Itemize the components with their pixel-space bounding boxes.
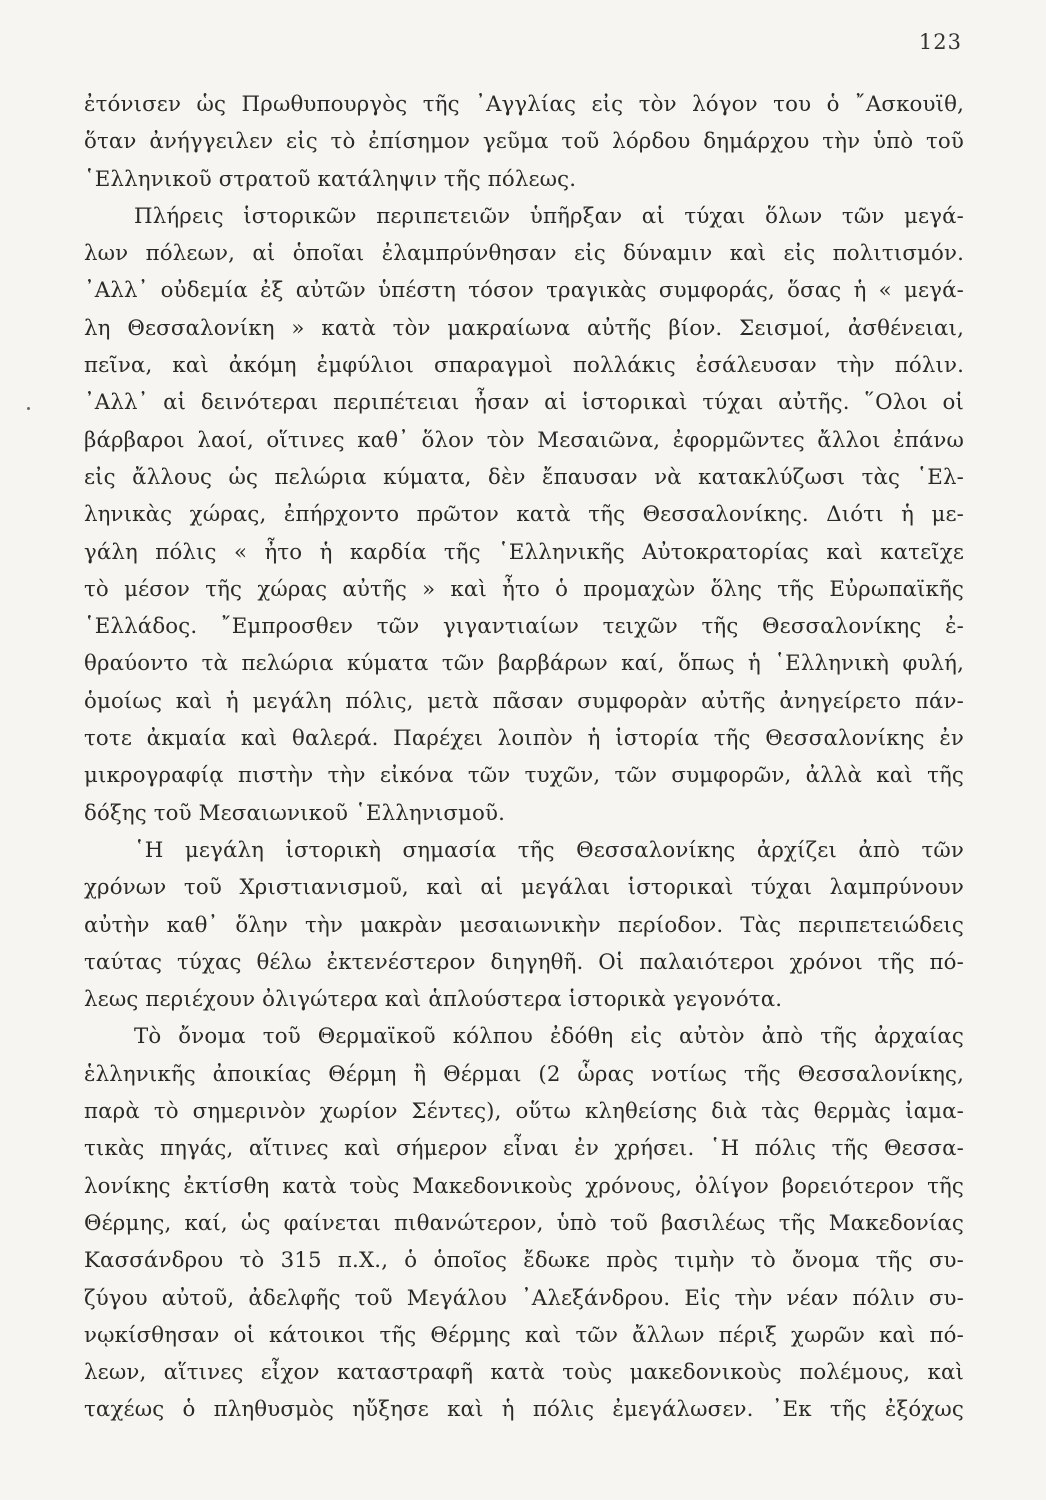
text-line: μικρογραφίᾳ πιστὴν τὴν εἰκόνα τῶν τυχῶν, τῶν συμφορῶν, ἀλλὰ καὶ τῆς bbox=[84, 763, 964, 789]
text-line: ῾Ελληνικοῦ στρατοῦ κατάληψιν τῆς πόλεως. bbox=[84, 166, 577, 192]
text-line: ὁμοίως καὶ ἡ μεγάλη πόλις, μετὰ πᾶσαν συμφορὰν αὐτῆς ἀνηγείρετο πάν- bbox=[84, 688, 964, 714]
text-line: λονίκης ἐκτίσθη κατὰ τοὺς Μακεδονικοὺς χρόνους, ὀλίγον βορειότερον τῆς bbox=[84, 1173, 964, 1199]
text-line: ταύτας τύχας θέλω ἐκτενέστερον διηγηθῆ. Οἱ παλαιότεροι χρόνοι τῆς πό- bbox=[84, 949, 964, 975]
text-line: ὅταν ἀνήγγειλεν εἰς τὸ ἐπίσημον γεῦμα τοῦ λόρδου δημάρχου τὴν ὑπὸ τοῦ bbox=[84, 129, 964, 155]
text-line: τοτε ἀκμαία καὶ θαλερά. Παρέχει λοιπὸν ἡ ἱστορία τῆς Θεσσαλονίκης ἐν bbox=[84, 726, 964, 752]
text-line: Πλήρεις ἱστορικῶν περιπετειῶν ὑπῆρξαν αἱ τύχαι ὅλων τῶν μεγά- bbox=[134, 203, 964, 229]
text-line: λεων, αἵτινες εἶχον καταστραφῆ κατὰ τοὺς μακεδονικοὺς πολέμους, καὶ bbox=[84, 1360, 964, 1386]
text-line: ῾Ελλάδος. ῎Εμπροσθεν τῶν γιγαντιαίων τειχῶν τῆς Θεσσαλονίκης ἐ- bbox=[84, 614, 964, 640]
text-line: Κασσάνδρου τὸ 315 π.Χ., ὁ ὁποῖος ἔδωκε πρὸς τιμὴν τὸ ὄνομα τῆς συ- bbox=[84, 1248, 964, 1274]
text-line: λεως περιέχουν ὀλιγώτερα καὶ ἁπλούστερα ἱστορικὰ γεγονότα. bbox=[84, 987, 783, 1013]
text-line: ταχέως ὁ πληθυσμὸς ηὔξησε καὶ ἡ πόλις ἐμεγάλωσεν. ᾿Εκ τῆς ἐξόχως bbox=[84, 1397, 964, 1423]
text-line: ῾Η μεγάλη ἱστορικὴ σημασία τῆς Θεσσαλονίκης ἀρχίζει ἀπὸ τῶν bbox=[134, 837, 964, 863]
text-line: δόξης τοῦ Μεσαιωνικοῦ ῾Ελληνισμοῦ. bbox=[84, 800, 506, 826]
text-line: παρὰ τὸ σημερινὸν χωρίον Σέντες), οὕτω κληθείσης διὰ τὰς θερμὰς ἰαμα- bbox=[84, 1099, 964, 1125]
text-line: τικὰς πηγάς, αἵτινες καὶ σήμερον εἶναι ἐν χρήσει. ῾Η πόλις τῆς Θεσσα- bbox=[84, 1136, 964, 1162]
text-line: ἐτόνισεν ὡς Πρωθυπουργὸς τῆς ᾿Αγγλίας εἰς τὸν λόγον του ὁ ῎Ασκουϊθ, bbox=[84, 92, 964, 117]
text-line: νῳκίσθησαν οἱ κάτοικοι τῆς Θέρμης καὶ τῶν ἄλλων πέριξ χωρῶν καὶ πό- bbox=[84, 1322, 964, 1348]
text-line: Θέρμης, καί, ὡς φαίνεται πιθανώτερον, ὑπὸ τοῦ βασιλέως τῆς Μακεδονίας bbox=[84, 1210, 964, 1236]
text-line: ᾿Αλλ᾿ οὐδεμία ἐξ αὐτῶν ὑπέστη τόσον τραγικὰς συμφοράς, ὅσας ἡ « μεγά- bbox=[84, 278, 964, 304]
text-line: θραύοντο τὰ πελώρια κύματα τῶν βαρβάρων καί, ὅπως ἡ ῾Ελληνικὴ φυλή, bbox=[84, 651, 964, 677]
text-line: ληνικὰς χώρας, ἐπήρχοντο πρῶτον κατὰ τῆς Θεσσαλονίκης. Διότι ἡ με- bbox=[84, 502, 964, 528]
text-line: λων πόλεων, αἱ ὁποῖαι ἐλαμπρύνθησαν εἰς δύναμιν καὶ εἰς πολιτισμόν. bbox=[84, 241, 964, 267]
text-line: εἰς ἄλλους ὡς πελώρια κύματα, δὲν ἔπαυσαν νὰ κατακλύζωσι τὰς ῾Ελ- bbox=[84, 464, 964, 490]
text-line: αὐτὴν καθ᾿ ὅλην τὴν μακρὰν μεσαιωνικὴν περίοδον. Τὰς περιπετειώδεις bbox=[84, 912, 964, 938]
text-line: λη Θεσσαλονίκη » κατὰ τὸν μακραίωνα αὐτῆς βίον. Σεισμοί, ἀσθένειαι, bbox=[84, 315, 964, 341]
text-line: ᾿Αλλ᾿ αἱ δεινότεραι περιπέτειαι ἦσαν αἱ ἱστορικαὶ τύχαι αὐτῆς. ῞Ολοι οἱ bbox=[84, 390, 964, 416]
text-line: τὸ μέσον τῆς χώρας αὐτῆς » καὶ ἦτο ὁ προμαχὼν ὅλης τῆς Εὐρωπαϊκῆς bbox=[84, 576, 964, 602]
page-number: 123 bbox=[918, 30, 962, 54]
text-line: ζύγου αὐτοῦ, ἀδελφῆς τοῦ Μεγάλου ᾿Αλεξάνδρου. Εἰς τὴν νέαν πόλιν συ- bbox=[84, 1285, 964, 1311]
text-line: βάρβαροι λαοί, οἵτινες καθ᾿ ὅλον τὸν Μεσαιῶνα, ἐφορμῶντες ἄλλοι ἐπάνω bbox=[84, 427, 964, 453]
paper-speck bbox=[27, 407, 30, 410]
text-line: χρόνων τοῦ Χριστιανισμοῦ, καὶ αἱ μεγάλαι ἱστορικαὶ τύχαι λαμπρύνουν bbox=[84, 875, 964, 901]
text-line: ἑλληνικῆς ἀποικίας Θέρμη ἢ Θέρμαι (2 ὧρας νοτίως τῆς Θεσσαλονίκης, bbox=[84, 1061, 964, 1087]
body-text bbox=[84, 86, 964, 1429]
text-line: πεῖνα, καὶ ἀκόμη ἐμφύλιοι σπαραγμοὶ πολλάκις ἐσάλευσαν τὴν πόλιν. bbox=[84, 353, 964, 379]
text-line: Τὸ ὄνομα τοῦ Θερμαϊκοῦ κόλπου ἐδόθη εἰς αὐτὸν ἀπὸ τῆς ἀρχαίας bbox=[134, 1024, 964, 1050]
text-line: γάλη πόλις « ἦτο ἡ καρδία τῆς ῾Ελληνικῆς Αὐτοκρατορίας καὶ κατεῖχε bbox=[84, 539, 964, 565]
